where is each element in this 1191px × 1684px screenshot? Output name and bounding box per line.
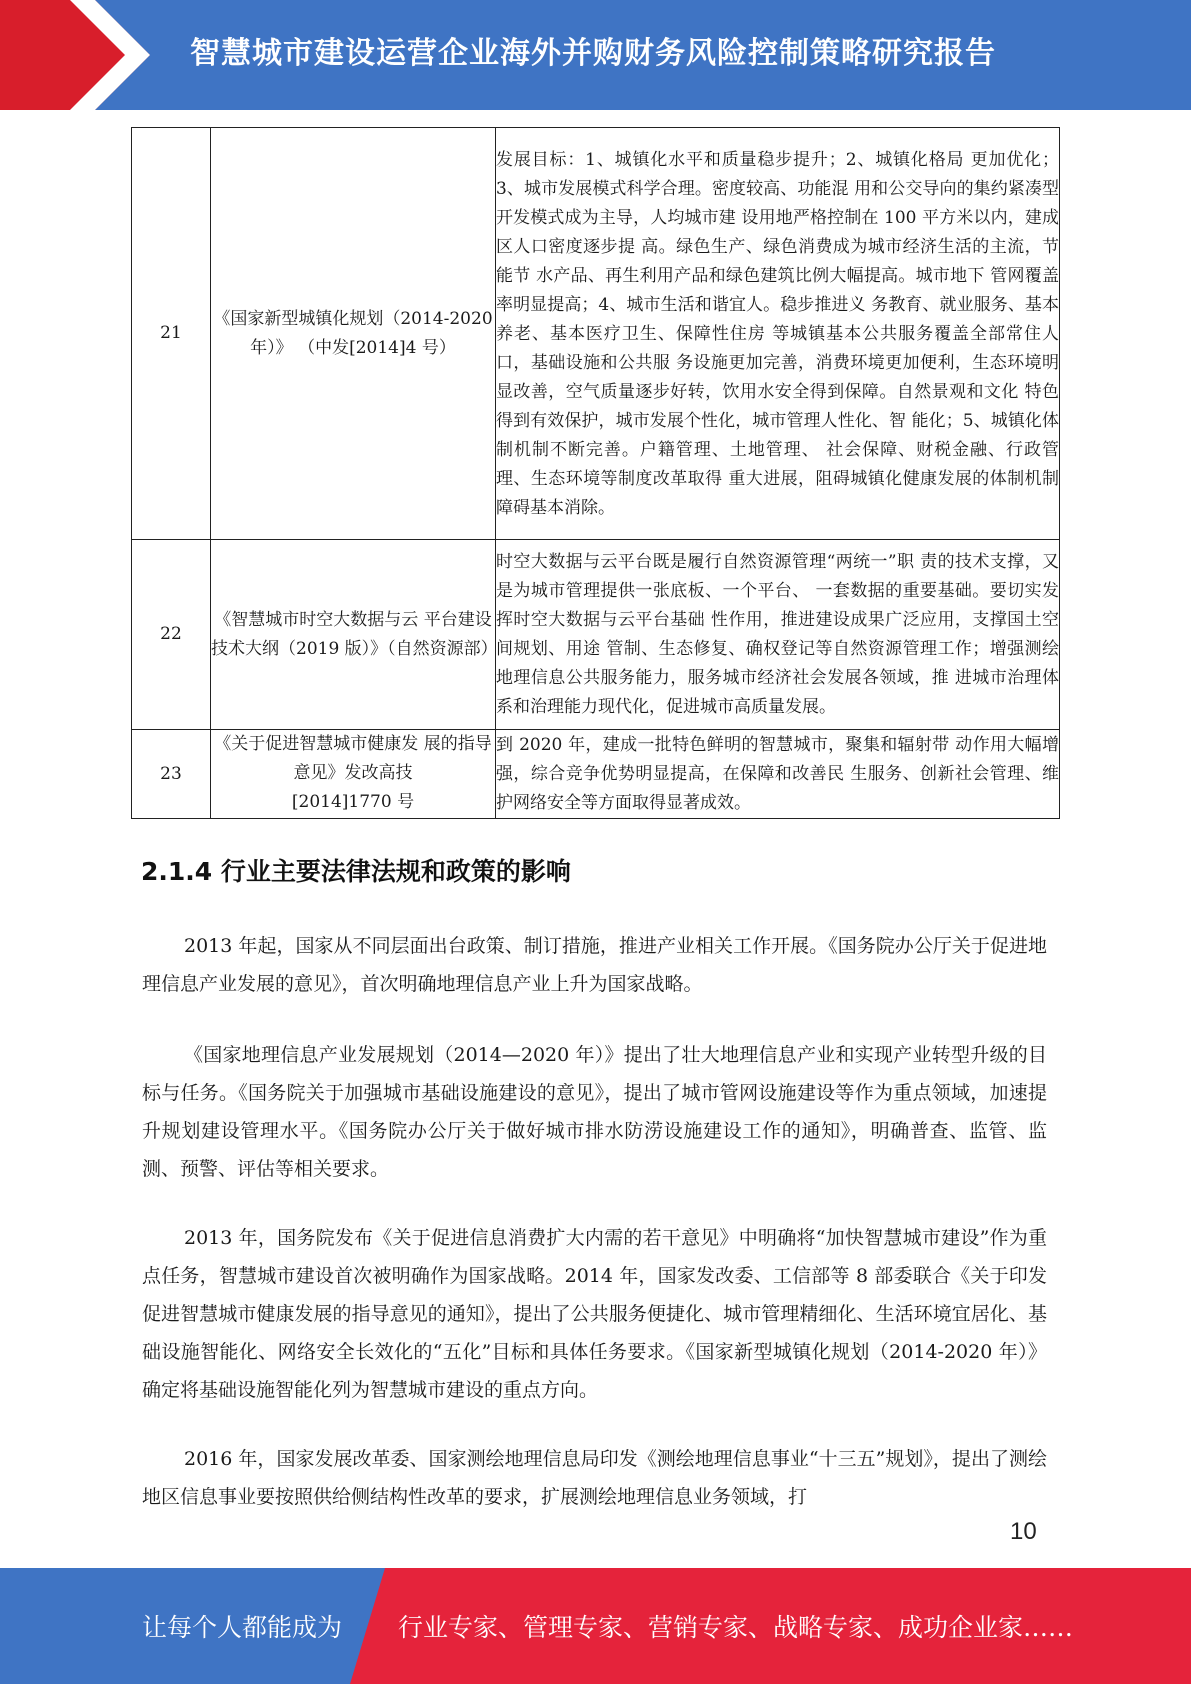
row-number: 21 bbox=[132, 128, 211, 540]
page-footer bbox=[0, 1568, 1191, 1684]
body-paragraph: 2016 年，国家发展改革委、国家测绘地理信息局印发《测绘地理信息事业“十三五”规划》，提出了测绘地区信息事业要按照供给侧结构性改革的要求，扩展测绘地理信息业务领域，打 bbox=[142, 1448, 1047, 1508]
policy-content-text: 到 2020 年，建成一批特色鲜明的智慧城市，聚集和辐射带 动作用大幅增强，综合竞争优势明显提高，在保障和改善民 生服务、创新社会管理、维护网络安全等方面取得显著成效。 bbox=[496, 735, 1059, 813]
page-number: 10 bbox=[1010, 1518, 1037, 1545]
section-heading: 2.1.4 行业主要法律法规和政策的影响 bbox=[141, 857, 571, 886]
table-row bbox=[132, 730, 1060, 819]
row-number: 22 bbox=[132, 540, 211, 730]
footer-slogan-left: 让每个人都能成为 bbox=[142, 1613, 343, 1642]
body-paragraph: 《国家地理信息产业发展规划（2014—2020 年）》提出了壮大地理信息产业和实现产业转型升级的目标与任务。《国务院关于加强城市基础设施建设的意见》，提出了城市管网设施建设等作为重点领域，加速提升规划建设管理水平。《国务院办公厅关于做好城市排水防涝设施建设工作的通知》，明确普查、监管、监测、预警、评估等相关要求。 bbox=[142, 1044, 1047, 1180]
policy-content-text: 时空大数据与云平台既是履行自然资源管理“两统一”职 责的技术支撑，又是为城市管理提供一张底板、一个平台、 一套数据的重要基础。要切实发挥时空大数据与云平台基础 性作用，推进建设成果广泛应用，支撑国土空间规划、用途 管制、生态修复、确权登记等自然资源管理工作；增强测绘 地理信息公共服务能力，服务城市经济社会发展各领域，推 进城市治理体系和治理能力现代化，促进城市高质量发展。 bbox=[496, 552, 1059, 717]
body-paragraph: 2013 年，国务院发布《关于促进信息消费扩大内需的若干意见》中明确将“加快智慧城市建设”作为重点任务，智慧城市建设首次被明确作为国家战略。2014 年，国家发改委、工信部等 8 部委联合《关于印发促进智慧城市健康发展的指导意见的通知》，提出了公共服务便捷化、城市管理精细化、生活环境宜居化、基础设施智能化、网络安全长效化的“五化”目标和具体任务要求。《国家新型城镇化规划（2014-2020 年）》确定将基础设施智能化列为智慧城市建设的重点方向。 bbox=[142, 1227, 1047, 1401]
policy-content bbox=[496, 128, 1060, 540]
policy-table bbox=[131, 127, 1060, 819]
row-number: 23 bbox=[132, 730, 211, 819]
policy-name: 《国家新型城镇化规划（2014-2020 年）》 （中发[2014]4 号） bbox=[211, 128, 496, 540]
policy-name-line: [2014]1770 号 bbox=[291, 792, 415, 812]
table-row bbox=[132, 540, 1060, 730]
table-row bbox=[132, 128, 1060, 540]
body-paragraph: 2013 年起，国家从不同层面出台政策、制订措施，推进产业相关工作开展。《国务院办公厅关于促进地理信息产业发展的意见》，首次明确地理信息产业上升为国家战略。 bbox=[142, 935, 1047, 995]
policy-name-line: 《关于促进智慧城市健康发 展的指导意见》发改高技 bbox=[214, 734, 492, 783]
policy-name: 《智慧城市时空大数据与云 平台建设技术大纲（2019 版）》（自然资源部） bbox=[211, 540, 496, 730]
page-header bbox=[0, 0, 1191, 110]
policy-content bbox=[496, 730, 1060, 819]
footer-slogan-right: 行业专家、管理专家、营销专家、战略专家、成功企业家…… bbox=[398, 1613, 1074, 1642]
report-title: 智慧城市建设运营企业海外并购财务风险控制策略研究报告 bbox=[190, 36, 996, 71]
policy-content bbox=[496, 540, 1060, 730]
policy-content-text: 发展目标：1、城镇化水平和质量稳步提升；2、城镇化格局 更加优化；3、城市发展模式科学合理。密度较高、功能混 用和公交导向的集约紧凑型开发模式成为主导，人均城市建 设用地严格控制在 100 平方米以内，建成区人口密度逐步提 高。绿色生产、绿色消费成为城市经济生活的主流，节能节 水产品、再生利用产品和绿色建筑比例大幅提高。城市地下 管网覆盖率明显提高；4、城市生活和谐宜人。稳步推进义 务教育、就业服务、基本养老、基本医疗卫生、保障性住房 等城镇基本公共服务覆盖全部常住人口，基础设施和公共服 务设施更加完善，消费环境更加便利，生态环境明显改善，空气质量逐步好转，饮用水安全得到保障。自然景观和文化 特色得到有效保护，城市发展个性化，城市管理人性化、智 能化；5、城镇化体制机制不断完善。户籍管理、土地管理、 社会保障、财税金融、行政管理、生态环境等制度改革取得 重大进展，阻碍城镇化健康发展的体制机制障碍基本消除。 bbox=[496, 149, 1059, 518]
policy-name bbox=[211, 730, 496, 819]
